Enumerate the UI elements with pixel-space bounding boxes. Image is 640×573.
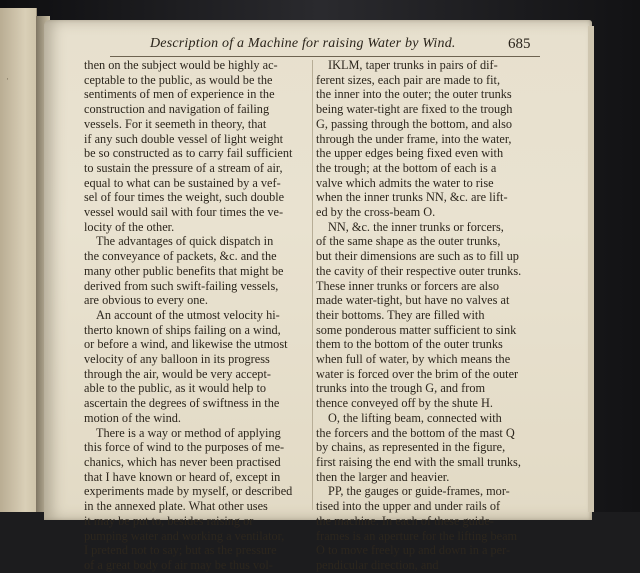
text-line: that I have known or heard of, except in — [84, 469, 281, 484]
text-line: experiments made by myself, or described — [84, 484, 293, 499]
text-line: sel of four times the weight, such double — [84, 190, 285, 205]
text-line: motion of the wind. — [84, 410, 182, 425]
running-head: Description of a Machine for raising Water by Wind. — [150, 36, 456, 51]
text-line: the conveyance of packets, &c. and the — [84, 249, 277, 264]
text-line: being water-tight are fixed to the trough — [316, 102, 513, 117]
text-line: through the air, would be very accept- — [84, 366, 271, 381]
text-line: pumping water and working a ventilator, — [84, 528, 285, 543]
text-line: to sustain the pressure of a stream of air, — [84, 160, 283, 175]
text-line: chanics, which has never been practised — [84, 454, 281, 469]
text-line: if any such double vessel of light weight — [84, 131, 284, 146]
text-line: are obvious to every one. — [84, 293, 208, 308]
text-line: water is forced over the brim of the outer — [316, 366, 519, 381]
text-line: then the larger and heavier. — [316, 469, 450, 484]
text-line: trunks into the trough G, and from — [316, 381, 486, 396]
text-line: the inner into the outer; the outer trunks — [316, 87, 512, 102]
text-line: vessel would sail with four times the ve- — [84, 205, 284, 220]
text-line: These inner trunks or forcers are also — [316, 278, 500, 293]
page-number: 685 — [508, 36, 531, 52]
text-line: ceptable to the public, as would be the — [84, 72, 273, 87]
text-line: the trough; at the bottom of each is a — [316, 160, 497, 175]
text-line: ferent sizes, each pair are made to fit, — [316, 72, 501, 87]
text-line: but their dimensions are such as to fill up — [316, 249, 519, 264]
text-line: it may be put to, besides raising or — [84, 513, 254, 528]
header-rule — [110, 56, 540, 57]
text-line: sentiments of men of experience in the — [84, 87, 275, 102]
text-line: by chains, as represented in the figure, — [316, 440, 506, 455]
text-line: vessels. For it seemeth in theory, that — [84, 116, 267, 131]
text-line: An account of the utmost velocity hi- — [96, 307, 280, 322]
text-line: or before a wind, and likewise the utmost — [84, 337, 288, 352]
text-line: ascertain the degrees of swiftness in the — [84, 396, 280, 411]
text-line: NN, &c. the inner trunks or forcers, — [328, 219, 504, 234]
text-line: PP, the gauges or guide-frames, mor- — [328, 484, 510, 499]
text-line: valve which admits the water to rise — [316, 175, 494, 190]
text-line: be so constructed as to carry fail sufficient — [84, 146, 293, 161]
page-right-edge — [588, 26, 594, 512]
text-line: There is a way or method of applying — [96, 425, 281, 440]
text-line: them to the bottom of the outer trunks — [316, 337, 503, 352]
text-line: derived from such swift-failing vessels, — [84, 278, 279, 293]
text-line: O to move freely up and down in a per- — [316, 543, 511, 558]
text-line: The advantages of quick dispatch in — [96, 234, 274, 249]
text-line: pendicular direction, and — [316, 557, 439, 572]
text-line: frames is an aperture for the lifting beam — [316, 528, 518, 543]
text-line: when full of water, by which means the — [316, 352, 511, 367]
text-line: the forcers and the bottom of the mast Q — [316, 425, 515, 440]
left-text-column — [84, 58, 312, 573]
text-line: construction and navigation of failing — [84, 102, 270, 117]
text-line: IKLM, taper trunks in pairs of dif- — [328, 58, 498, 72]
text-line: in the annexed plate. What other uses — [84, 499, 268, 514]
text-line: many other public benefits that might be — [84, 263, 284, 278]
text-line: thence conveyed off by the shute H. — [316, 396, 493, 411]
column-divider — [312, 60, 313, 510]
text-line: then on the subject would be highly ac- — [84, 58, 278, 72]
text-line: the cavity of their respective outer trunks. — [316, 263, 522, 278]
text-line: tised into the upper and under rails of — [316, 499, 501, 514]
text-line: G, passing through the bottom, and also — [316, 116, 513, 131]
text-line: therto known of ships failing on a wind, — [84, 322, 281, 337]
text-line: the machine. In each of these guide- — [316, 513, 494, 528]
right-text-column — [316, 58, 540, 573]
text-line: equal to what can be sustained by a vef- — [84, 175, 281, 190]
text-line: of the same shape as the outer trunks, — [316, 234, 501, 249]
text-line: some ponderous matter sufficient to sink — [316, 322, 517, 337]
text-line: I pretend not to say; but as the pressure — [84, 543, 277, 558]
text-line: locity of the other. — [84, 219, 175, 234]
text-line: velocity of any balloon in its progress — [84, 352, 270, 367]
left-page-mark: · — [6, 74, 9, 84]
text-line: the upper edges being fixed even with — [316, 146, 504, 161]
text-line: first raising the end with the small trunks, — [316, 454, 521, 469]
text-line: of a great body of air may be thus vol- — [84, 557, 273, 572]
text-line: this force of wind to the purposes of me- — [84, 440, 285, 455]
text-line: made water-tight, but have no valves at — [316, 293, 510, 308]
text-line: their bottoms. They are filled with — [316, 307, 485, 322]
text-line: able to the public, as it would help to — [84, 381, 267, 396]
text-line: O, the lifting beam, connected with — [328, 410, 502, 425]
text-line: when the inner trunks NN, &c. are lift- — [316, 190, 508, 205]
text-line: through the under frame, into the water, — [316, 131, 512, 146]
left-page-edge — [0, 8, 37, 512]
text-line: ed by the cross-beam O. — [316, 205, 436, 220]
